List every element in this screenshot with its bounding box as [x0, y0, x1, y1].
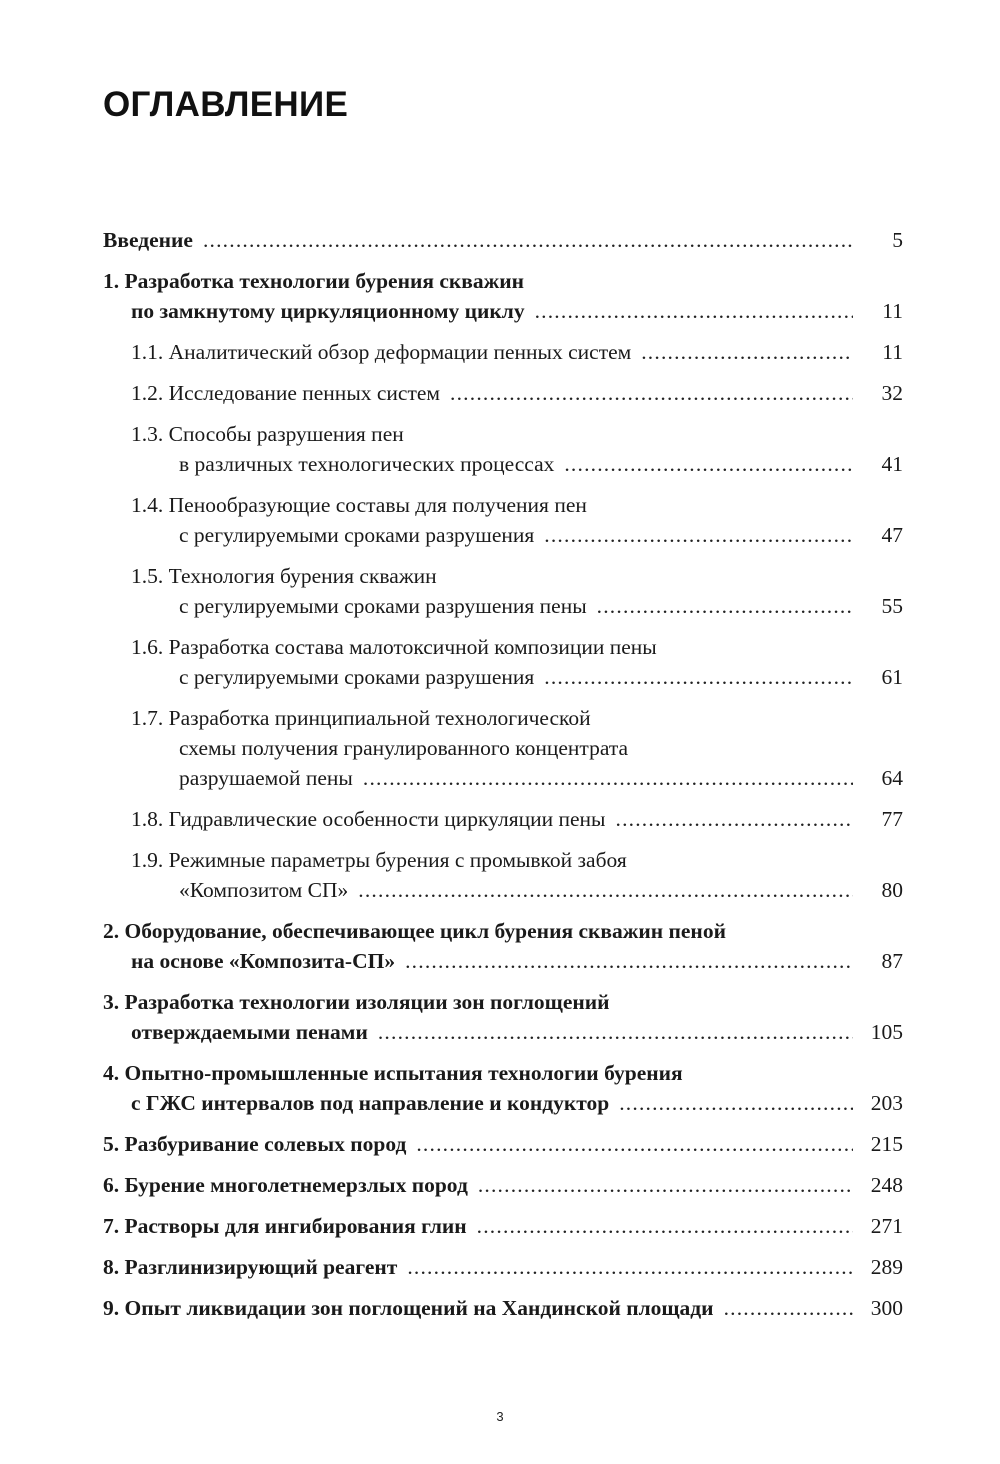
toc-page-number: 11 — [882, 299, 903, 323]
toc-entry-section-1-4[interactable] — [103, 490, 903, 550]
toc-page-number: 80 — [881, 878, 903, 902]
toc-entry-section-1-9[interactable] — [103, 845, 903, 905]
toc-page-number: 215 — [870, 1132, 903, 1156]
toc-entry-title: 1.5. Технология бурения скважин — [131, 564, 437, 588]
toc-entry-title: 2. Оборудование, обеспечивающее цикл бурения скважин пеной — [103, 919, 726, 943]
page-number: 3 — [496, 1409, 504, 1424]
dot-leader — [203, 225, 853, 255]
toc-entry-title: 1.6. Разработка состава малотоксичной композиции пены — [131, 635, 657, 659]
toc-entry-title: 3. Разработка технологии изоляции зон поглощений — [103, 990, 610, 1014]
toc-entry-chapter-7[interactable] — [103, 1211, 903, 1241]
toc-entry-title-cont: схемы получения гранулированного концентрата — [179, 736, 629, 760]
dot-leader — [358, 875, 853, 905]
toc-entry-title-cont: разрушаемой пены — [179, 766, 353, 790]
toc-entry-title: 1.3. Способы разрушения пен — [131, 422, 404, 446]
toc-entry-chapter-2[interactable] — [103, 916, 903, 976]
toc-entry-section-1-8[interactable] — [103, 804, 903, 834]
toc-entry-title-cont: по замкнутому циркуляционному циклу — [131, 299, 525, 323]
toc-entry-section-1-7[interactable] — [103, 703, 903, 793]
toc-page-number: 11 — [882, 340, 903, 364]
toc-entry-section-1-2[interactable] — [103, 378, 903, 408]
toc-page-number: 289 — [870, 1255, 903, 1279]
toc-entry-title: 1.2. Исследование пенных систем — [131, 381, 441, 405]
toc-entry-title-cont: с регулируемыми сроками разрушения — [179, 523, 535, 547]
dot-leader — [641, 337, 853, 367]
dot-leader — [378, 1017, 853, 1047]
toc-entry-title-cont: на основе «Композита-СП» — [131, 949, 396, 973]
toc-page-number: 47 — [881, 523, 903, 547]
toc-page-number: 32 — [881, 381, 903, 405]
dot-leader — [544, 662, 853, 692]
toc-entry-title-cont: с регулируемыми сроками разрушения — [179, 665, 535, 689]
dot-leader — [619, 1088, 853, 1118]
toc-entry-title: 5. Разбуривание солевых пород — [103, 1132, 407, 1156]
toc-page-number: 61 — [881, 665, 903, 689]
toc-page-number: 77 — [881, 807, 903, 831]
toc-entry-title: 1.9. Режимные параметры бурения с промывкой забоя — [131, 848, 627, 872]
dot-leader — [535, 296, 853, 326]
toc-entry-chapter-6[interactable] — [103, 1170, 903, 1200]
toc-entry-chapter-8[interactable] — [103, 1252, 903, 1282]
toc-entry-chapter-1[interactable] — [103, 266, 903, 326]
toc-entry-title: 1.1. Аналитический обзор деформации пенных систем — [131, 340, 632, 364]
toc-entry-chapter-4[interactable] — [103, 1058, 903, 1118]
toc-entry-title: 1.4. Пенообразующие составы для получения пен — [131, 493, 587, 517]
toc-page-number: 55 — [881, 594, 903, 618]
toc-page-number: 64 — [881, 766, 903, 790]
toc-entry-title-cont: отверждаемыми пенами — [131, 1020, 368, 1044]
toc-entry-title-cont: в различных технологических процессах — [179, 452, 555, 476]
toc-entry-title-cont: с регулируемыми сроками разрушения пены — [179, 594, 587, 618]
toc-page-number: 203 — [870, 1091, 903, 1115]
toc-entry-title: 7. Растворы для ингибирования глин — [103, 1214, 467, 1238]
toc-entry-title: 1.8. Гидравлические особенности циркуляции пены — [131, 807, 606, 831]
toc-entry-chapter-9[interactable] — [103, 1293, 903, 1323]
dot-leader — [616, 804, 854, 834]
toc-page-number: 105 — [870, 1020, 903, 1044]
toc-entry-title: 9. Опыт ликвидации зон поглощений на Хандинской площади — [103, 1296, 714, 1320]
dot-leader — [363, 763, 853, 793]
dot-leader — [416, 1129, 853, 1159]
toc-entry-section-1-1[interactable] — [103, 337, 903, 367]
toc-page-number: 248 — [870, 1173, 903, 1197]
toc-entry-title: 1. Разработка технологии бурения скважин — [103, 269, 525, 293]
toc-entry-chapter-5[interactable] — [103, 1129, 903, 1159]
dot-leader — [407, 1252, 853, 1282]
dot-leader — [405, 946, 853, 976]
toc-entry-title: 4. Опытно-промышленные испытания технологии бурения — [103, 1061, 683, 1085]
page-title: ОГЛАВЛЕНИЕ — [103, 85, 349, 124]
dot-leader — [724, 1293, 853, 1323]
toc-entry-intro[interactable] — [103, 225, 903, 255]
toc-entry-chapter-3[interactable] — [103, 987, 903, 1047]
toc-page-number: 5 — [892, 228, 903, 252]
dot-leader — [477, 1211, 853, 1241]
toc-page-number: 300 — [870, 1296, 903, 1320]
dot-leader — [478, 1170, 853, 1200]
toc-entry-section-1-6[interactable] — [103, 632, 903, 692]
toc-entry-title: 6. Бурение многолетнемерзлых пород — [103, 1173, 468, 1197]
toc-entry-title: 1.7. Разработка принципиальной технологической — [131, 706, 591, 730]
dot-leader — [564, 449, 853, 479]
dot-leader — [544, 520, 853, 550]
toc-page-number: 41 — [881, 452, 903, 476]
toc-entry-title: 8. Разглинизирующий реагент — [103, 1255, 398, 1279]
toc-entry-section-1-3[interactable] — [103, 419, 903, 479]
dot-leader — [450, 378, 853, 408]
toc-page-number: 271 — [870, 1214, 903, 1238]
toc-entry-title-cont: «Композитом СП» — [179, 878, 349, 902]
toc-entry-section-1-5[interactable] — [103, 561, 903, 621]
dot-leader — [597, 591, 853, 621]
toc-page-number: 87 — [881, 949, 903, 973]
toc-entry-title: Введение — [103, 228, 193, 252]
toc-entry-title-cont: с ГЖС интервалов под направление и кондуктор — [131, 1091, 610, 1115]
